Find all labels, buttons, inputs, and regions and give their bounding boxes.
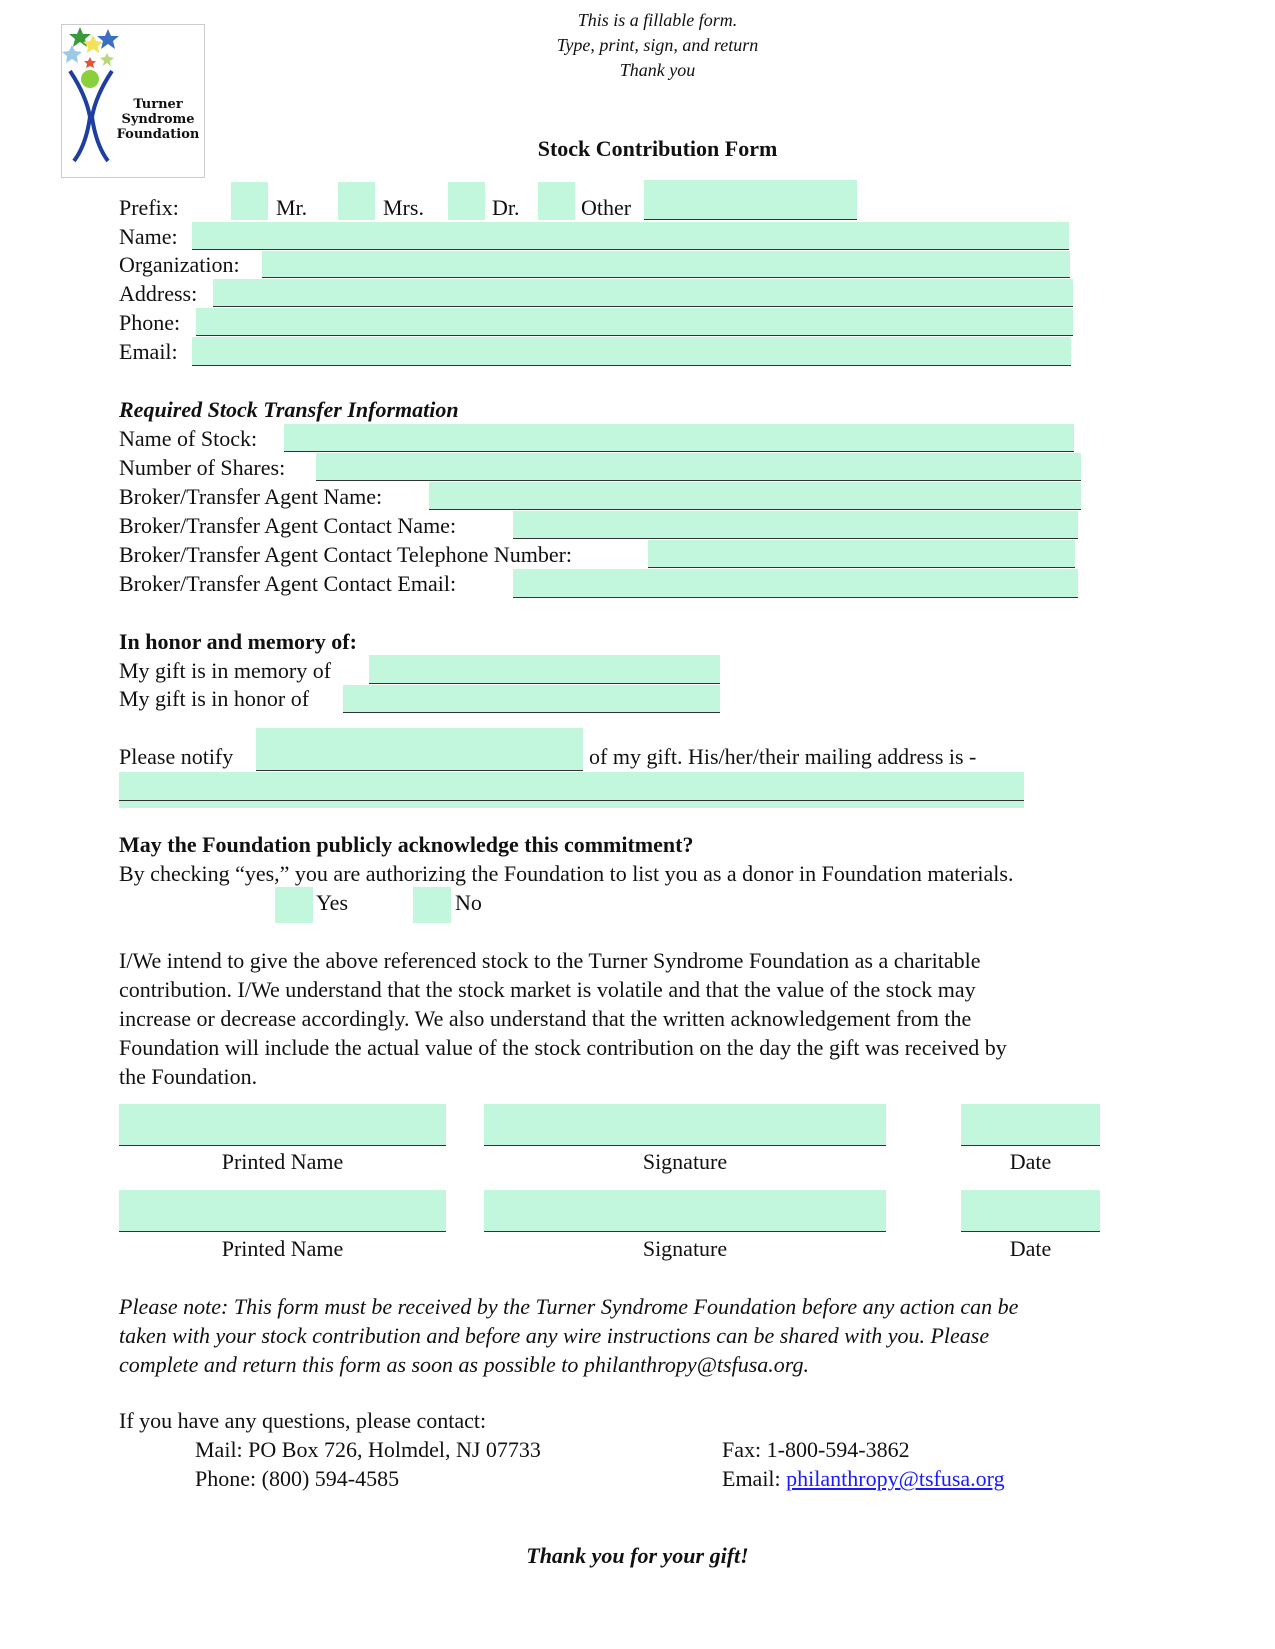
- prefix-other-checkbox[interactable]: [538, 182, 575, 220]
- contact-fax: Fax: 1-800-594-3862: [722, 1437, 910, 1462]
- printed-name-1-input[interactable]: [119, 1104, 446, 1146]
- broker-email-input[interactable]: [513, 569, 1078, 598]
- honor-input[interactable]: [343, 685, 720, 713]
- notify-input[interactable]: [256, 728, 583, 771]
- prefix-mrs-checkbox[interactable]: [338, 182, 375, 220]
- notify-underline: [256, 770, 583, 771]
- shares-underline: [316, 480, 1081, 481]
- broker-name-input[interactable]: [429, 482, 1081, 510]
- name-input[interactable]: [192, 222, 1069, 250]
- broker-name-underline: [429, 509, 1081, 510]
- date-2-caption: Date: [1009, 1236, 1052, 1261]
- acknowledge-text: By checking “yes,” you are authorizing the Foundation to list you as a donor in Foundation materials.: [119, 861, 1014, 886]
- memory-input[interactable]: [369, 655, 720, 684]
- prefix-mrs-label: Mrs.: [383, 195, 424, 220]
- broker-contact-name-label: Broker/Transfer Agent Contact Name:: [119, 513, 457, 538]
- printed-name-2-caption: Printed Name: [221, 1236, 344, 1261]
- date-1-caption: Date: [1009, 1149, 1052, 1174]
- note-line-1: Please note: This form must be received by the Turner Syndrome Foundation before any action can be: [119, 1294, 1019, 1319]
- address-label: Address:: [119, 281, 198, 306]
- prefix-other-input[interactable]: [644, 180, 857, 220]
- signature-1-input[interactable]: [484, 1104, 886, 1146]
- prefix-mr-label: Mr.: [276, 195, 308, 220]
- fillable-notice: [20, 8, 1275, 83]
- prefix-dr-label: Dr.: [492, 195, 520, 220]
- notice-line-3: Thank you: [619, 60, 696, 80]
- stock-name-label: Name of Stock:: [119, 426, 258, 451]
- date-1-input[interactable]: [961, 1104, 1100, 1146]
- intent-statement: [119, 946, 1007, 1091]
- stock-name-input[interactable]: [284, 424, 1074, 452]
- organization-label: Organization:: [119, 252, 240, 277]
- shares-input[interactable]: [316, 453, 1081, 481]
- contact-email-row: [722, 1466, 1005, 1492]
- broker-contact-name-input[interactable]: [513, 511, 1078, 539]
- contact-intro: If you have any questions, please contact:: [119, 1408, 487, 1433]
- date-2-input[interactable]: [961, 1190, 1100, 1232]
- broker-phone-label: Broker/Transfer Agent Contact Telephone Number:: [119, 542, 573, 567]
- printed-name-2-input[interactable]: [119, 1190, 446, 1232]
- signature-2-caption: Signature: [642, 1236, 728, 1261]
- contact-mail: Mail: PO Box 726, Holmdel, NJ 07733: [195, 1437, 541, 1462]
- broker-email-label: Broker/Transfer Agent Contact Email:: [119, 571, 457, 596]
- statement-line-3: increase or decrease accordingly. We also understand that the written acknowledgement from the: [119, 1006, 972, 1031]
- logo-line-2: Syndrome: [121, 112, 195, 127]
- acknowledge-no-checkbox[interactable]: [413, 887, 451, 923]
- contact-email-link[interactable]: philanthropy@tsfusa.org: [786, 1466, 1005, 1491]
- memory-label: My gift is in memory of: [119, 658, 332, 683]
- date-2-underline: [961, 1231, 1100, 1232]
- broker-email-underline: [513, 597, 1078, 598]
- statement-line-5: the Foundation.: [119, 1064, 258, 1089]
- shares-label: Number of Shares:: [119, 455, 286, 480]
- printed-name-2-underline: [119, 1231, 446, 1232]
- prefix-other-underline: [644, 219, 857, 220]
- notify-label: Please notify: [119, 744, 234, 769]
- honor-underline: [343, 712, 720, 713]
- notice-line-2: Type, print, sign, and return: [556, 35, 759, 55]
- honor-label: My gift is in honor of: [119, 686, 310, 711]
- note-line-3: complete and return this form as soon as possible to philanthropy@tsfusa.org.: [119, 1352, 810, 1377]
- notify-suffix: of my gift. His/her/their mailing address is -: [589, 744, 977, 769]
- phone-label: Phone:: [119, 310, 181, 335]
- signature-1-caption: Signature: [642, 1149, 728, 1174]
- address-underline: [213, 306, 1073, 307]
- printed-name-1-caption: Printed Name: [221, 1149, 344, 1174]
- broker-phone-underline: [648, 567, 1075, 568]
- name-label: Name:: [119, 224, 178, 249]
- notice-line-1: This is a fillable form.: [577, 10, 738, 30]
- prefix-other-label: Other: [581, 195, 632, 220]
- contact-phone: Phone: (800) 594-4585: [195, 1466, 400, 1491]
- statement-line-2: contribution. I/We understand that the stock market is volatile and that the value of the stock may: [119, 977, 976, 1002]
- phone-underline: [196, 335, 1073, 336]
- acknowledge-heading: May the Foundation publicly acknowledge this commitment?: [119, 832, 694, 857]
- contact-email-label: Email:: [722, 1466, 781, 1491]
- name-underline: [192, 249, 1069, 250]
- logo-line-3: Foundation: [116, 127, 200, 142]
- stock-name-underline: [284, 451, 1074, 452]
- printed-name-1-underline: [119, 1145, 446, 1146]
- mailing-address-underline: [119, 800, 1024, 801]
- signature-1-underline: [484, 1145, 886, 1146]
- email-label: Email:: [119, 339, 178, 364]
- broker-name-label: Broker/Transfer Agent Name:: [119, 484, 383, 509]
- address-input[interactable]: [213, 279, 1073, 307]
- stock-heading: Required Stock Transfer Information: [119, 397, 459, 422]
- prefix-label: Prefix:: [119, 195, 179, 220]
- organization-underline: [262, 277, 1070, 278]
- note-line-2: taken with your stock contribution and before any wire instructions can be shared with you. Please: [119, 1323, 990, 1348]
- memory-underline: [369, 683, 720, 684]
- date-1-underline: [961, 1145, 1100, 1146]
- phone-input[interactable]: [196, 308, 1073, 336]
- signature-2-underline: [484, 1231, 886, 1232]
- broker-phone-input[interactable]: [648, 540, 1075, 568]
- email-input[interactable]: [192, 337, 1071, 366]
- statement-line-4: Foundation will include the actual value of the stock contribution on the day the gift was received by: [119, 1035, 1007, 1060]
- acknowledge-yes-checkbox[interactable]: [275, 887, 313, 923]
- please-note: [119, 1292, 1018, 1379]
- form-title: Stock Contribution Form: [537, 136, 778, 161]
- prefix-mr-checkbox[interactable]: [231, 182, 268, 220]
- statement-line-1: I/We intend to give the above referenced stock to the Turner Syndrome Foundation as a charitable: [119, 948, 981, 973]
- acknowledge-yes-label: Yes: [316, 890, 349, 915]
- organization-input[interactable]: [262, 251, 1070, 278]
- logo-line-1: Turner: [133, 97, 183, 112]
- closing-thank-you: Thank you for your gift!: [526, 1543, 749, 1568]
- email-underline: [192, 365, 1071, 366]
- signature-2-input[interactable]: [484, 1190, 886, 1232]
- honor-heading: In honor and memory of:: [119, 629, 357, 654]
- acknowledge-no-label: No: [455, 890, 482, 915]
- prefix-dr-checkbox[interactable]: [448, 182, 485, 220]
- broker-contact-name-underline: [513, 538, 1078, 539]
- mailing-address-input[interactable]: [119, 772, 1024, 808]
